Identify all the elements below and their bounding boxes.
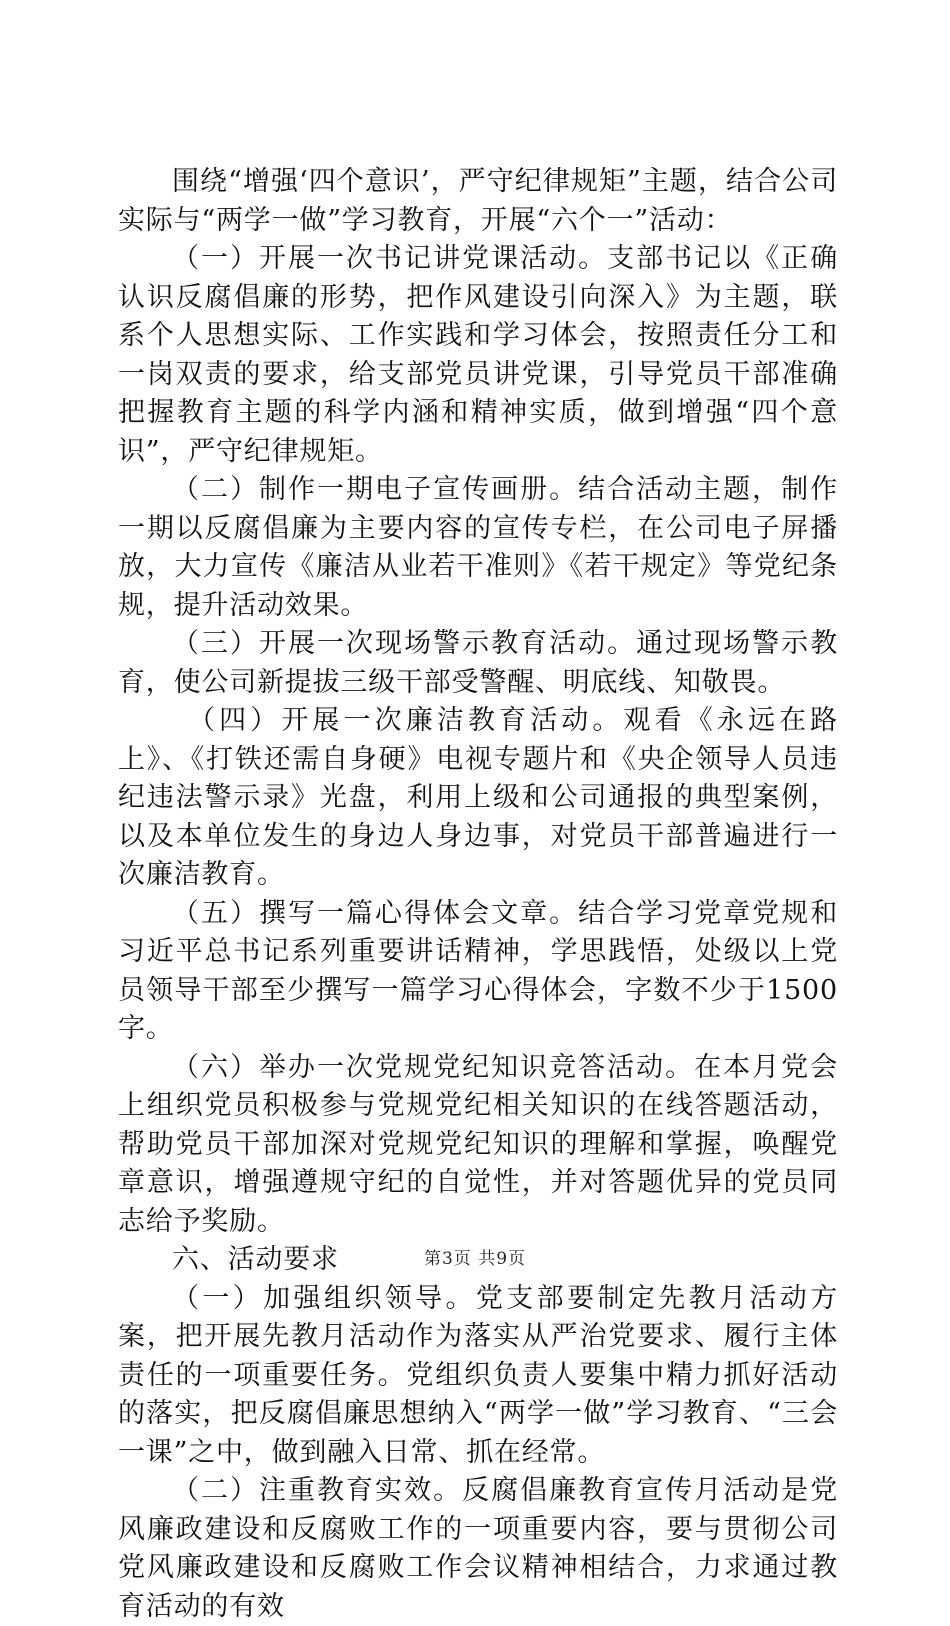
activity-item-5: （五）撰写一篇心得体会文章。结合学习党章党规和习近平总书记系列重要讲话精神，学思践悟，处级以上党员领导干部至少撰写一篇学习心得体会，字数不少于1500字。 [118,897,838,1044]
requirement-item-1: （一）加强组织领导。党支部要制定先教月活动方案，把开展先教月活动作为落实从严治党要求、履行主体责任的一项重要任务。党组织负责人要集中精力抓好活动的落实，把反腐倡廉思想纳入“两学一做”学习教育、“三会一课”之中，做到融入日常、抓在经常。 [118,1282,838,1468]
activity-item-2: （二）制作一期电子宣传画册。结合活动主题，制作一期以反腐倡廉为主要内容的宣传专栏，在公司电子屏播放，大力宣传《廉洁从业若干准则》《若干规定》等党纪条规，提升活动效果。 [118,474,838,621]
activity-item-4: （四）开展一次廉洁教育活动。观看《永远在路上》、《打铁还需自身硬》电视专题片和《央企领导人员违纪违法警示录》光盘，利用上级和公司通报的典型案例，以及本单位发生的身边人身边事，对党员干部普遍进行一次廉洁教育。 [118,705,838,890]
requirement-item-2: （二）注重教育实效。反腐倡廉教育宣传月活动是党风廉政建设和反腐败工作的一项重要内容，要与贯彻公司党风廉政建设和反腐败工作会议精神相结合，力求通过教育活动的有效 [118,1475,838,1622]
section-heading: 六、活动要求 [172,1244,339,1275]
document-body [118,163,838,1626]
activity-item-6: （六）举办一次党规党纪知识竞答活动。在本月党会上组织党员积极参与党规党纪相关知识的在线答题活动，帮助党员干部加深对党规党纪知识的理解和掌握，唤醒党章意识，增强遵规守纪的自觉性，并对答题优异的党员同志给予奖励。 [118,1051,838,1237]
activity-item-3: （三）开展一次现场警示教育活动。通过现场警示教育，使公司新提拔三级干部受警醒、明底线、知敬畏。 [118,628,838,698]
activity-item-1: （一）开展一次书记讲党课活动。支部书记以《正确认识反腐倡廉的形势，把作风建设引向深入》为主题，联系个人思想实际、工作实践和学习体会，按照责任分工和一岗双责的要求，给支部党员讲党课，引导党员干部准确把握教育主题的科学内涵和精神实质，做到增强“四个意识”，严守纪律规矩。 [118,243,838,467]
intro-paragraph: 围绕“增强‘四个意识’，严守纪律规矩”主题，结合公司实际与“两学一做”学习教育，开展“六个一”活动： [118,166,838,236]
page-number-footer: 第3页 共9页 [423,1249,527,1269]
